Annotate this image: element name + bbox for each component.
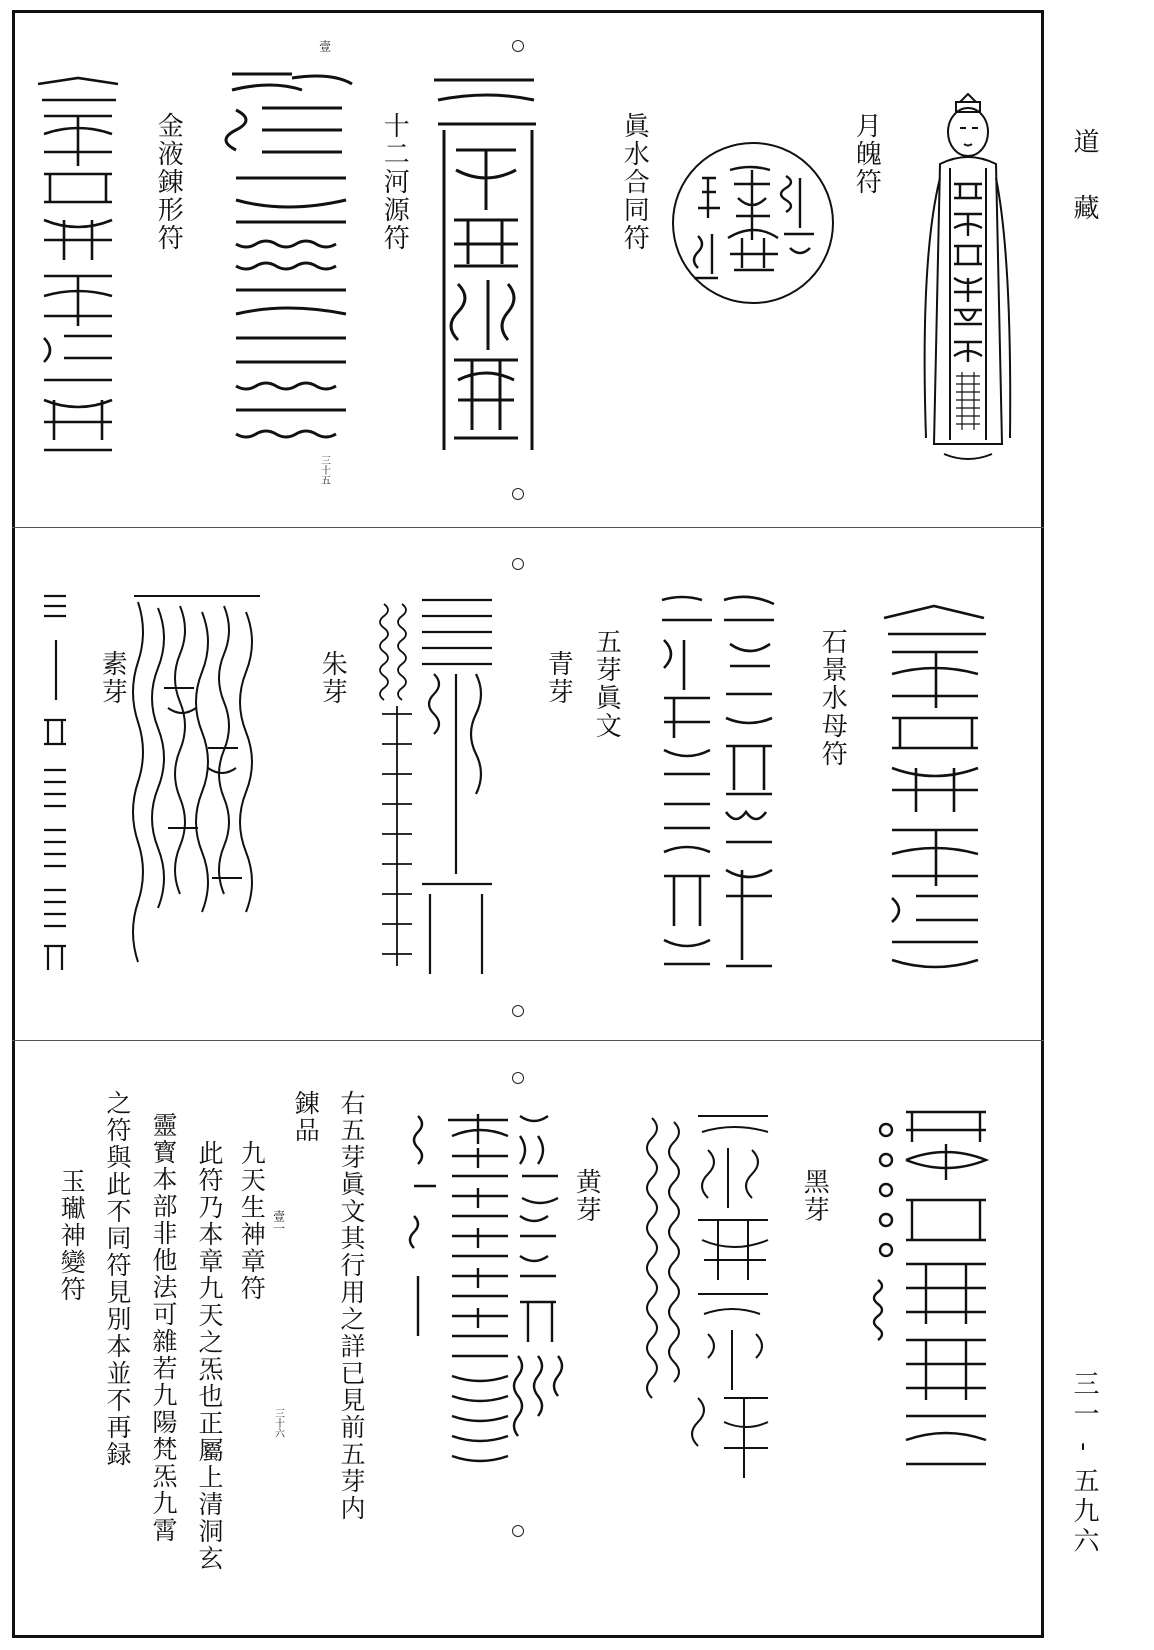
seal-talisman-zhuya	[378, 594, 498, 978]
yuepo-label: 月魄符	[851, 112, 882, 196]
commentary-line-3: 此符乃本章九天之炁也正屬上清洞玄	[195, 1140, 224, 1572]
page-number: 三一 - 五九六	[1069, 1370, 1099, 1558]
binding-hole	[512, 488, 524, 500]
seal-talisman-suya	[128, 588, 268, 978]
commentary-line-5: 之符與此不同符見別本並不再録	[103, 1090, 132, 1468]
binding-hole	[512, 558, 524, 570]
wuya-title: 五芽眞文	[591, 628, 622, 740]
commentary-line-4: 靈寳本部非他法可雜若九陽梵炁九霄	[149, 1112, 178, 1544]
binding-hole	[512, 1525, 524, 1537]
panel-divider-top	[12, 527, 1044, 528]
seal-talisman-c	[34, 70, 124, 460]
note-a: 壹	[317, 40, 332, 52]
shenzhang-title: 九天生神章符	[237, 1140, 267, 1302]
note-d: 三十六	[272, 1408, 284, 1438]
seal-talisman-a	[428, 70, 548, 460]
binding-hole	[512, 40, 524, 52]
binding-hole	[512, 1005, 524, 1017]
seal-talisman-e	[40, 590, 74, 976]
seal-talisman-heiya	[872, 1104, 992, 1484]
seal-talisman-huangya	[408, 1106, 568, 1486]
note-b: 三十五	[318, 455, 330, 485]
series-title: 道藏	[1069, 128, 1099, 260]
qingya-label: 青芽	[543, 650, 574, 706]
seal-talisman-b	[222, 68, 362, 448]
commentary-line-1: 右五芽眞文其行用之詳已見前五芽内	[337, 1090, 366, 1522]
zhenshui-label: 眞水合同符	[619, 112, 650, 252]
note-c: 壹一	[271, 1210, 286, 1234]
zhuya-label: 朱芽	[317, 650, 348, 706]
binding-hole	[512, 1072, 524, 1084]
heiya-label: 黑芽	[799, 1168, 830, 1224]
yuepo-figure-talisman	[910, 88, 1020, 468]
suya-label: 素芽	[97, 650, 128, 706]
seal-talisman-d	[880, 600, 990, 980]
hehe-label: 十二河源符	[379, 112, 410, 252]
jinye-label: 金液錬形符	[153, 112, 184, 252]
huangya-label: 黄芽	[571, 1168, 602, 1224]
panel-divider-bottom	[12, 1040, 1044, 1041]
seal-talisman-f	[648, 1108, 778, 1488]
zhenshui-seal	[668, 138, 838, 308]
commentary-line-2: 錬品	[291, 1090, 321, 1144]
seal-talisman-qingya	[654, 590, 784, 980]
yuying-title: 玉𤩽神變符	[57, 1168, 87, 1303]
shijing-label: 石景水母符	[817, 628, 848, 768]
